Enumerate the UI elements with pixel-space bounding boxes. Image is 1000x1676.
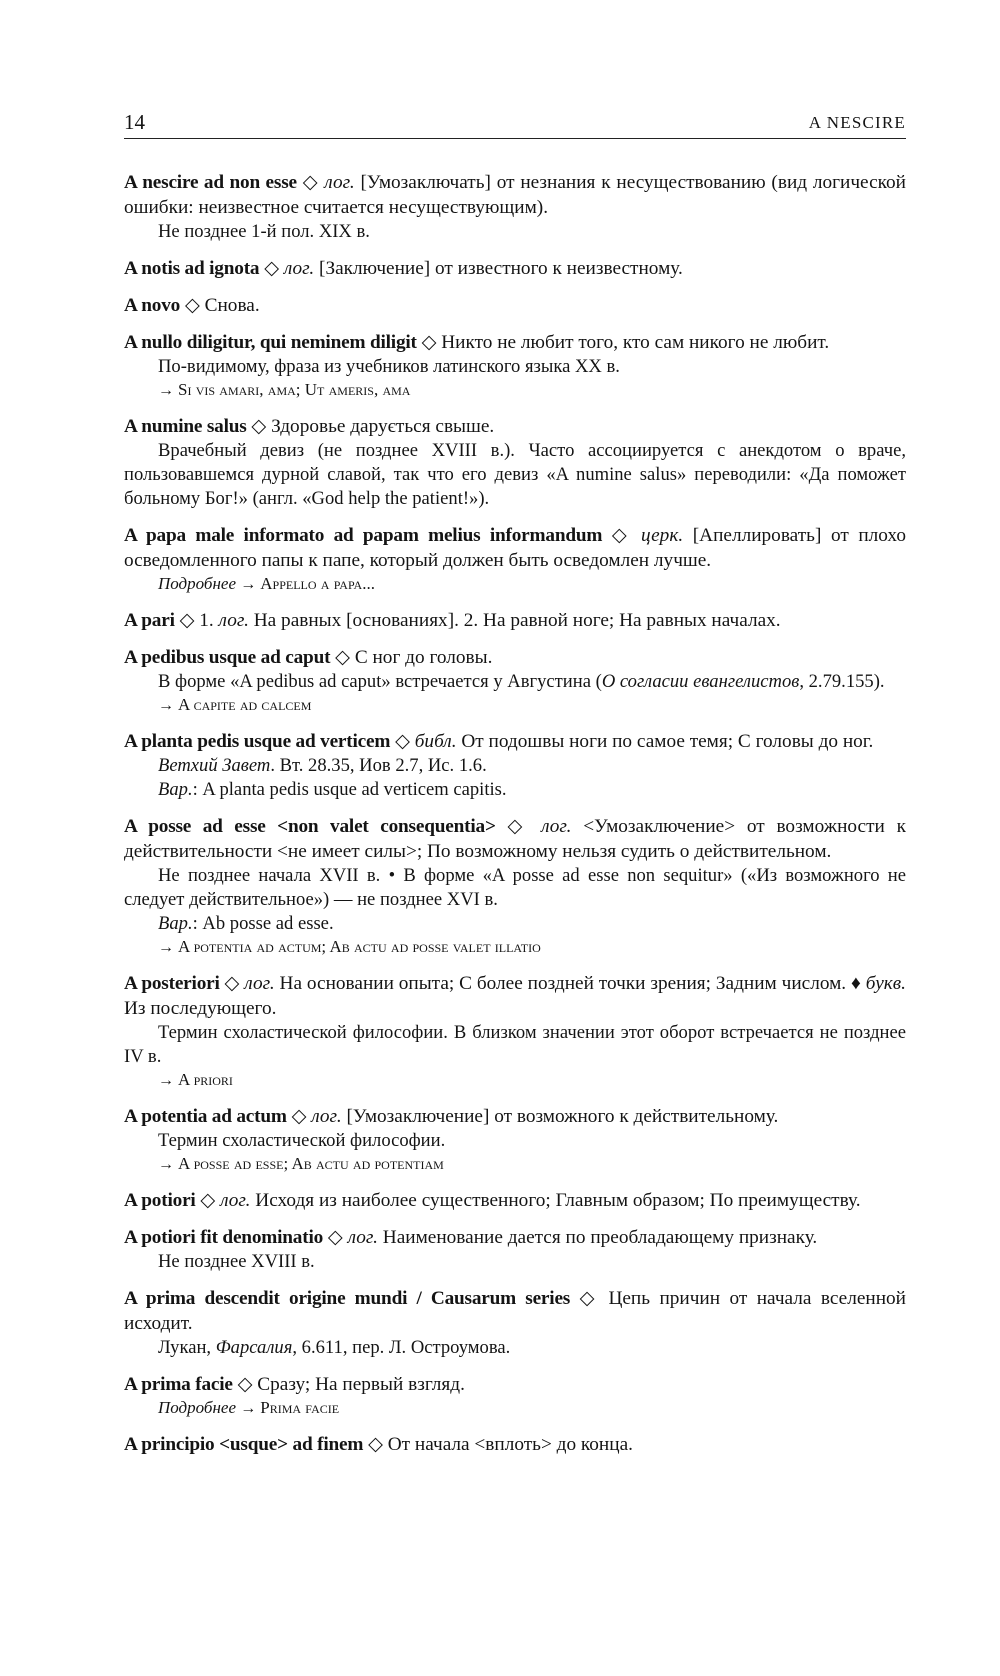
more-label: Подробнее: [158, 1398, 237, 1417]
arrow-icon: →: [240, 1400, 257, 1417]
source-title: Фарсалия: [215, 1337, 293, 1358]
note-text: , 2.79.155).: [799, 671, 885, 692]
arrow-icon: →: [158, 1156, 174, 1173]
diamond-icon: ◇: [237, 1374, 253, 1395]
entry-note: Термин схоластической философии.: [158, 1130, 446, 1151]
entry-variant: [124, 912, 906, 936]
entry: [124, 256, 906, 281]
entry-definition: Цепь причин от начала вселенной исходит.: [124, 1288, 906, 1334]
source-text: , 6.611, пер. Л. Остроумова.: [292, 1337, 511, 1358]
diamond-icon: ◇: [368, 1434, 383, 1455]
entry-term: A papa male informato ad papam melius informandum: [124, 525, 603, 546]
entry: [124, 971, 906, 1092]
entry-note: Не позднее 1-й пол. XIX в.: [158, 221, 370, 242]
cross-reference: [124, 379, 906, 402]
cross-reference-link[interactable]: A posse ad esse; Ab actu ad potentiam: [178, 1154, 444, 1173]
entry-definition: [Умозаключать] от незнания к несуществованию (вид логической ошибки: неизвестное считается несуществующим).: [124, 172, 906, 218]
black-diamond-icon: ♦: [851, 973, 861, 994]
entry-definition: Никто не любит того, кто сам никого не любит.: [441, 332, 830, 353]
variant-text: : Ab posse ad esse.: [192, 913, 334, 934]
variant-text: : A planta pedis usque ad verticem capitis.: [192, 779, 507, 800]
entry-definition: [Заключение] от известного к неизвестному.: [319, 258, 683, 279]
entry-definition: На основании опыта; С более поздней точки зрения; Задним числом.: [279, 973, 847, 994]
cross-reference-link[interactable]: Appello a papa...: [260, 574, 375, 593]
diamond-icon: ◇: [179, 610, 195, 631]
page-number: 14: [124, 110, 145, 134]
entry-note: [124, 670, 906, 694]
diamond-icon: ◇: [507, 816, 530, 837]
entry-definition: С ног до головы.: [354, 647, 493, 668]
entry-note: Не позднее начала XVII в. • В форме «A posse ad esse non sequitur» («Из возможного не следует действительное») — не позднее XVI в.: [124, 865, 906, 910]
sense-number: 1.: [199, 610, 214, 631]
diamond-icon: ◇: [611, 525, 632, 546]
entry-label: лог.: [220, 1190, 251, 1211]
entry-definition: <Умозаключение> от возможности к действительности <не имеет силы>; По возможному нельзя судить о действительном.: [124, 816, 906, 862]
entry-term: A prima descendit origine mundi / Causarum series: [124, 1288, 571, 1309]
diamond-icon: ◇: [395, 731, 410, 752]
source-title: О согласии евангелистов: [601, 671, 800, 692]
entry: [124, 1188, 906, 1213]
entry-term: A pedibus usque ad caput: [124, 647, 331, 668]
arrow-icon: →: [158, 1072, 174, 1089]
cross-reference-link[interactable]: Si vis amari, ama; Ut ameris, ama: [178, 380, 411, 399]
entry: [124, 523, 906, 596]
entry-label: лог.: [541, 816, 572, 837]
diamond-icon: ◇: [184, 295, 200, 316]
entry-term: A principio <usque> ad finem: [124, 1434, 364, 1455]
more-label: Подробнее: [158, 574, 237, 593]
cross-reference-link[interactable]: A capite ad calcem: [178, 695, 312, 714]
arrow-icon: →: [158, 939, 174, 956]
entry-term: A planta pedis usque ad verticem: [124, 731, 391, 752]
entry-source: [124, 754, 906, 778]
entry-note: По-видимому, фраза из учебников латинского языка XX в.: [158, 356, 620, 377]
entry: [124, 170, 906, 244]
variant-label: Вар.: [158, 913, 193, 934]
entry-term: A potentia ad actum: [124, 1106, 287, 1127]
entry-definition: [Апеллировать] от плохо осведомленного папы к папе, который должен быть осведомлен лучше.: [124, 525, 906, 571]
entry: [124, 1225, 906, 1274]
cross-reference: [124, 694, 906, 717]
entry-definition: Сразу; На первый взгляд.: [257, 1374, 465, 1395]
entry-label: лог.: [283, 258, 315, 279]
entry-definition: От подошвы ноги по самое темя; С головы до ног.: [461, 731, 874, 752]
entry: [124, 1372, 906, 1420]
entry-label: церк.: [641, 525, 684, 546]
entry-term: A nescire ad non esse: [124, 172, 297, 193]
cross-reference: [124, 1397, 906, 1420]
arrow-icon: →: [158, 382, 174, 399]
entry-variant: [124, 778, 906, 802]
page-header: [124, 110, 906, 139]
entry: [124, 645, 906, 717]
entry-definition: [Умозаключение] от возможного к действительному.: [346, 1106, 779, 1127]
diamond-icon: ◇: [251, 416, 267, 437]
source-text: . Вт. 28.35, Иов 2.7, Ис. 1.6.: [270, 755, 487, 776]
entry: [124, 1104, 906, 1176]
diamond-icon: ◇: [200, 1190, 216, 1211]
arrow-icon: →: [158, 697, 174, 714]
entry-definition: Исходя из наиболее существенного; Главным образом; По преимуществу.: [255, 1190, 861, 1211]
entry-note: Не позднее XVIII в.: [158, 1251, 315, 1272]
entry: [124, 330, 906, 402]
cross-reference-link[interactable]: A potentia ad actum; Ab actu ad posse valet illatio: [178, 937, 541, 956]
diamond-icon: ◇: [224, 973, 240, 994]
entry-label: лог.: [244, 973, 275, 994]
diamond-icon: ◇: [264, 258, 280, 279]
entry-label: лог.: [324, 172, 355, 193]
entry-term: A pari: [124, 610, 175, 631]
entries-list: [124, 170, 906, 1469]
diamond-icon: ◇: [327, 1227, 343, 1248]
diamond-icon: ◇: [291, 1106, 307, 1127]
cross-reference-link[interactable]: Prima facie: [260, 1398, 340, 1417]
entry-term: A posse ad esse <non valet consequentia>: [124, 816, 496, 837]
cross-reference: [124, 573, 906, 596]
entry: [124, 1286, 906, 1360]
diamond-icon: ◇: [335, 647, 350, 668]
entry-label: лог.: [311, 1106, 342, 1127]
entry-term: A posteriori: [124, 973, 220, 994]
entry: [124, 729, 906, 802]
source-text: Лукан,: [158, 1337, 216, 1358]
entry: [124, 608, 906, 633]
entry-definition: Из последующего.: [124, 998, 277, 1019]
entry-term: A numine salus: [124, 416, 247, 437]
entry-label: лог.: [218, 610, 249, 631]
entry-definition: Наименование дается по преобладающему признаку.: [382, 1227, 818, 1248]
entry-note: Термин схоластической философии. В близком значении этот оборот встречается не позднее IV в.: [124, 1022, 906, 1067]
diamond-icon: ◇: [579, 1288, 599, 1309]
entry-source: [124, 1336, 906, 1360]
entry-definition: На равных [основаниях]. 2. На равной ноге; На равных началах.: [253, 610, 781, 631]
note-text: В форме «A pedibus ad caput» встречается у Августина (: [158, 671, 602, 692]
entry: [124, 414, 906, 511]
entry-definition: Снова.: [204, 295, 260, 316]
entry-term: A prima facie: [124, 1374, 233, 1395]
entry: [124, 293, 906, 318]
entry-term: A potiori fit denominatio: [124, 1227, 324, 1248]
running-head: A NESCIRE: [808, 113, 906, 132]
variant-label: Вар.: [158, 779, 193, 800]
cross-reference: [124, 1069, 906, 1092]
cross-reference: [124, 1153, 906, 1176]
entry-label: библ.: [414, 731, 457, 752]
entry-term: A nullo diligitur, qui neminem diligit: [124, 332, 417, 353]
entry-label: лог.: [347, 1227, 378, 1248]
source-title: Ветхий Завет: [158, 755, 271, 776]
cross-reference: [124, 936, 906, 959]
entry: [124, 814, 906, 959]
diamond-icon: ◇: [302, 172, 319, 193]
entry-term: A potiori: [124, 1190, 196, 1211]
entry-definition: Здоровье дарується свыше.: [271, 416, 495, 437]
entry-note: Врачебный девиз (не позднее XVIII в.). Часто ассоциируется с анекдотом о враче, пользовавшемся дурной славой, так что его девиз «A numine salus» переводили: «Да поможет больному Бог!» (англ. «God help the patient!»).: [124, 440, 906, 509]
entry-definition: От начала <вплоть> до конца.: [387, 1434, 633, 1455]
entry-label: букв.: [865, 973, 906, 994]
entry: [124, 1432, 906, 1457]
cross-reference-link[interactable]: A priori: [178, 1070, 233, 1089]
arrow-icon: →: [240, 576, 257, 593]
entry-term: A notis ad ignota: [124, 258, 260, 279]
diamond-icon: ◇: [421, 332, 437, 353]
entry-term: A novo: [124, 295, 181, 316]
